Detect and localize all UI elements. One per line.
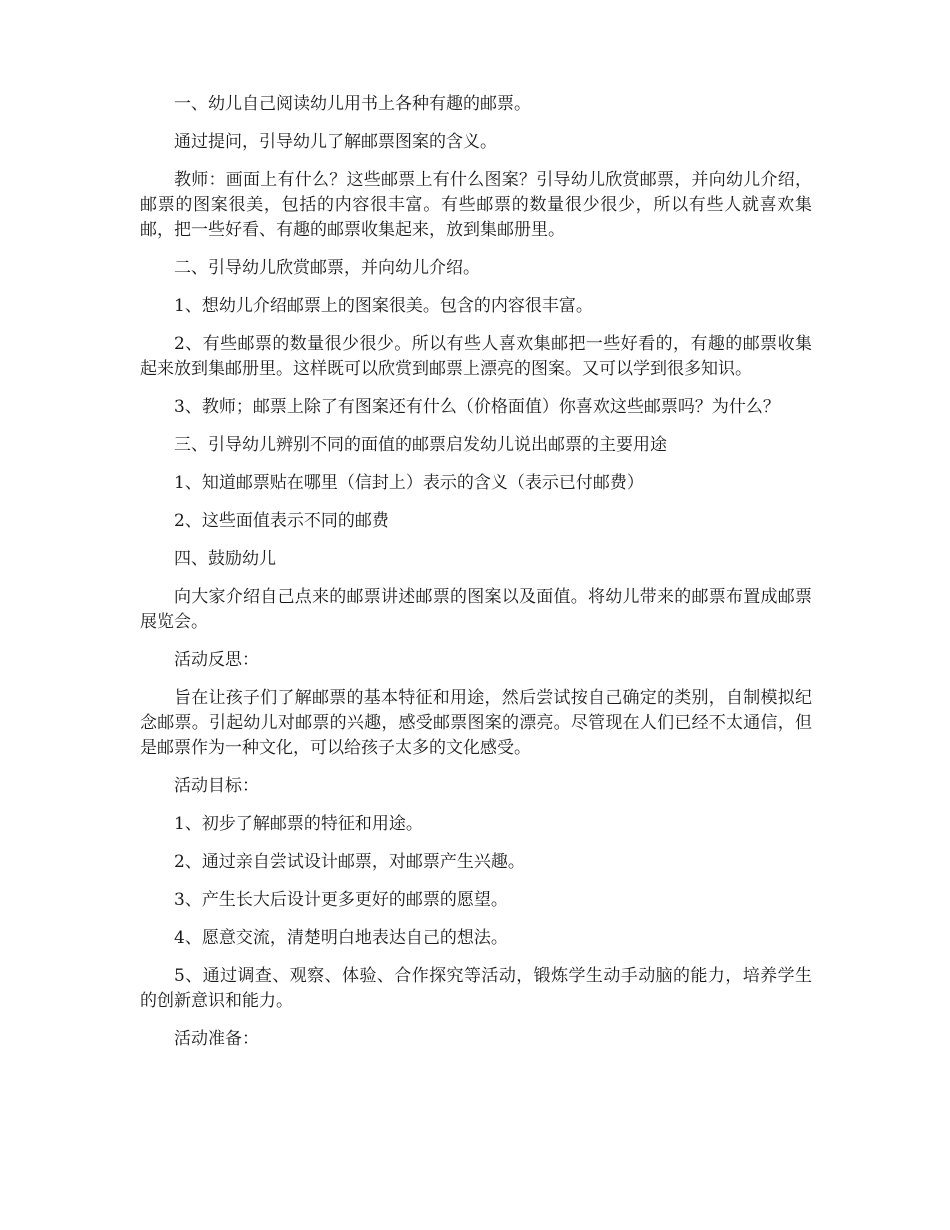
section-heading-4: 四、鼓励幼儿	[174, 549, 276, 569]
preparation-heading: 活动准备：	[174, 1029, 259, 1049]
section-heading-3: 三、引导幼儿辨别不同的面值的邮票启发幼儿说出邮票的主要用途	[174, 435, 667, 455]
paragraph: 通过提问，引导幼儿了解邮票图案的含义。	[174, 132, 497, 152]
reflection-heading: 活动反思：	[174, 650, 259, 670]
list-item: 3、教师；邮票上除了有图案还有什么（价格面值）你喜欢这些邮票吗？为什么？	[174, 397, 780, 417]
section-heading-1: 一、幼儿自己阅读幼儿用书上各种有趣的邮票。	[174, 94, 531, 114]
list-item: 1、知道邮票贴在哪里（信封上）表示的含义（表示已付邮费）	[174, 473, 644, 493]
list-item: 2、通过亲自尝试设计邮票，对邮票产生兴趣。	[174, 852, 525, 872]
list-item: 2、这些面值表示不同的邮费	[174, 511, 389, 531]
list-item: 4、愿意交流，清楚明白地表达自己的想法。	[174, 928, 508, 948]
list-item: 1、初步了解邮票的特征和用途。	[174, 814, 423, 834]
section-heading-2: 二、引导幼儿欣赏邮票，并向幼儿介绍。	[174, 258, 480, 278]
list-item: 3、产生长大后设计更多更好的邮票的愿望。	[174, 890, 508, 910]
list-item: 5、通过调查、观察、体验、合作探究等活动，锻炼学生动手动脑的能力，培养学生的创新意识和能力。	[140, 966, 812, 1011]
objectives-heading: 活动目标：	[174, 776, 259, 796]
document-page	[140, 92, 812, 1065]
list-item: 1、想幼儿介绍邮票上的图案很美。包含的内容很丰富。	[174, 296, 593, 316]
paragraph: 向大家介绍自己点来的邮票讲述邮票的图案以及面值。将幼儿带来的邮票布置成邮票展览会。	[140, 587, 812, 632]
paragraph: 旨在让孩子们了解邮票的基本特征和用途，然后尝试按自己确定的类别，自制模拟纪念邮票。引起幼儿对邮票的兴趣，感受邮票图案的漂亮。尽管现在人们已经不太通信，但是邮票作为一种文化，可以给孩子太多的文化感受。	[140, 688, 812, 758]
paragraph: 教师：画面上有什么？这些邮票上有什么图案？引导幼儿欣赏邮票，并向幼儿介绍，邮票的图案很美，包括的内容很丰富。有些邮票的数量很少很少，所以有些人就喜欢集邮，把一些好看、有趣的邮票收集起来，放到集邮册里。	[140, 170, 812, 240]
list-item: 2、有些邮票的数量很少很少。所以有些人喜欢集邮把一些好看的，有趣的邮票收集起来放到集邮册里。这样既可以欣赏到邮票上漂亮的图案。又可以学到很多知识。	[140, 334, 812, 379]
